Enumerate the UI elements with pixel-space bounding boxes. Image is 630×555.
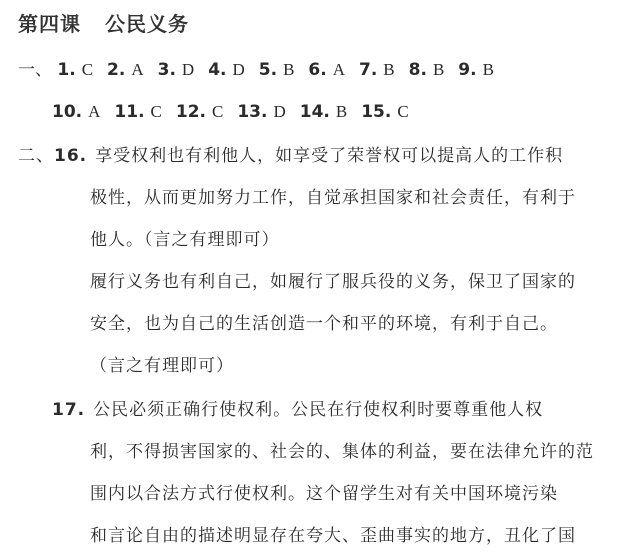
question-number: 10. [52, 102, 83, 122]
answer-item [107, 58, 144, 82]
question-number: 7. [359, 60, 378, 80]
answer-letter: B [383, 60, 395, 79]
answer-letter: C [212, 102, 224, 121]
question-number: 2. [107, 60, 126, 80]
answer-letter: A [131, 60, 144, 79]
answer-letter: B [283, 60, 295, 79]
q16-line-3: 他人。（言之有理即可） [90, 230, 280, 250]
answer-item [57, 58, 93, 82]
answer-item [259, 58, 295, 82]
answer-letter: C [397, 102, 409, 121]
q16-text: 享受权利也有利他人，如享受了荣誉权可以提高人的工作积 [95, 146, 564, 166]
answer-item [308, 58, 345, 82]
answer-letter: B [482, 60, 494, 79]
answer-item [114, 100, 161, 124]
q17-line-3: 围内以合法方式行使权利。这个留学生对有关中国环境污染 [90, 484, 558, 504]
question-number: 3. [157, 60, 176, 80]
answer-letter: D [232, 60, 245, 79]
question-number: 14. [299, 102, 330, 122]
answer-letter: A [332, 60, 345, 79]
question-number: 4. [208, 60, 227, 80]
answer-list [57, 60, 508, 80]
q16-line-1 [18, 144, 563, 168]
answer-item [300, 100, 347, 124]
mc-answers-row-1 [18, 58, 508, 82]
q16-line-5: 安全，也为自己的生活创造一个和平的环境，有利于自己。 [90, 314, 558, 334]
mc-answers-row-2 [52, 100, 423, 124]
answer-item [237, 100, 285, 124]
answer-letter: D [181, 60, 195, 79]
question-number: 6. [308, 60, 327, 80]
question-number: 12. [175, 102, 206, 122]
q17-line-2: 利，不得损害国家的、社会的、集体的利益，要在法律允许的范 [90, 442, 594, 462]
answer-letter: B [335, 102, 348, 121]
question-number: 16. [54, 146, 88, 166]
lesson-number: 第四课 [18, 12, 81, 36]
answer-item [409, 58, 445, 82]
lesson-name: 公民义务 [105, 12, 189, 36]
question-number: 8. [408, 60, 427, 80]
q16-line-2: 极性，从而更加努力工作，自觉承担国家和社会责任，有利于 [90, 188, 576, 208]
q17-line-1 [52, 398, 543, 422]
question-number: 9. [458, 60, 477, 80]
answer-list [52, 102, 423, 122]
answer-item [52, 100, 100, 124]
answer-letter: B [432, 60, 445, 79]
answer-item [176, 100, 223, 124]
question-number: 5. [258, 60, 278, 80]
answer-item [458, 58, 494, 82]
question-number: 17. [52, 400, 86, 420]
q17-line-4: 和言论自由的描述明显存在夸大、歪曲事实的地方，丑化了国 [90, 526, 576, 546]
q16-line-4: 履行义务也有利自己，如履行了服兵役的义务，保卫了国家的 [90, 272, 576, 292]
section-one-prefix: 一、 [18, 60, 52, 80]
answer-letter: A [88, 102, 101, 121]
answer-item [158, 58, 195, 82]
question-number: 11. [114, 102, 145, 122]
section-two-prefix: 二、 [18, 146, 54, 166]
question-number: 15. [361, 102, 392, 122]
q16-line-6: （言之有理即可） [90, 356, 234, 376]
answer-letter: D [273, 102, 286, 121]
answer-item [208, 58, 245, 82]
question-number: 1. [57, 60, 76, 80]
answer-item [359, 58, 395, 82]
lesson-title [18, 8, 189, 37]
q17-text: 公民必须正确行使权利。公民在行使权利时要尊重他人权 [93, 400, 544, 420]
answer-letter: C [150, 102, 162, 121]
question-number: 13. [237, 102, 268, 122]
answer-item [361, 100, 408, 124]
answer-letter: C [81, 60, 94, 79]
